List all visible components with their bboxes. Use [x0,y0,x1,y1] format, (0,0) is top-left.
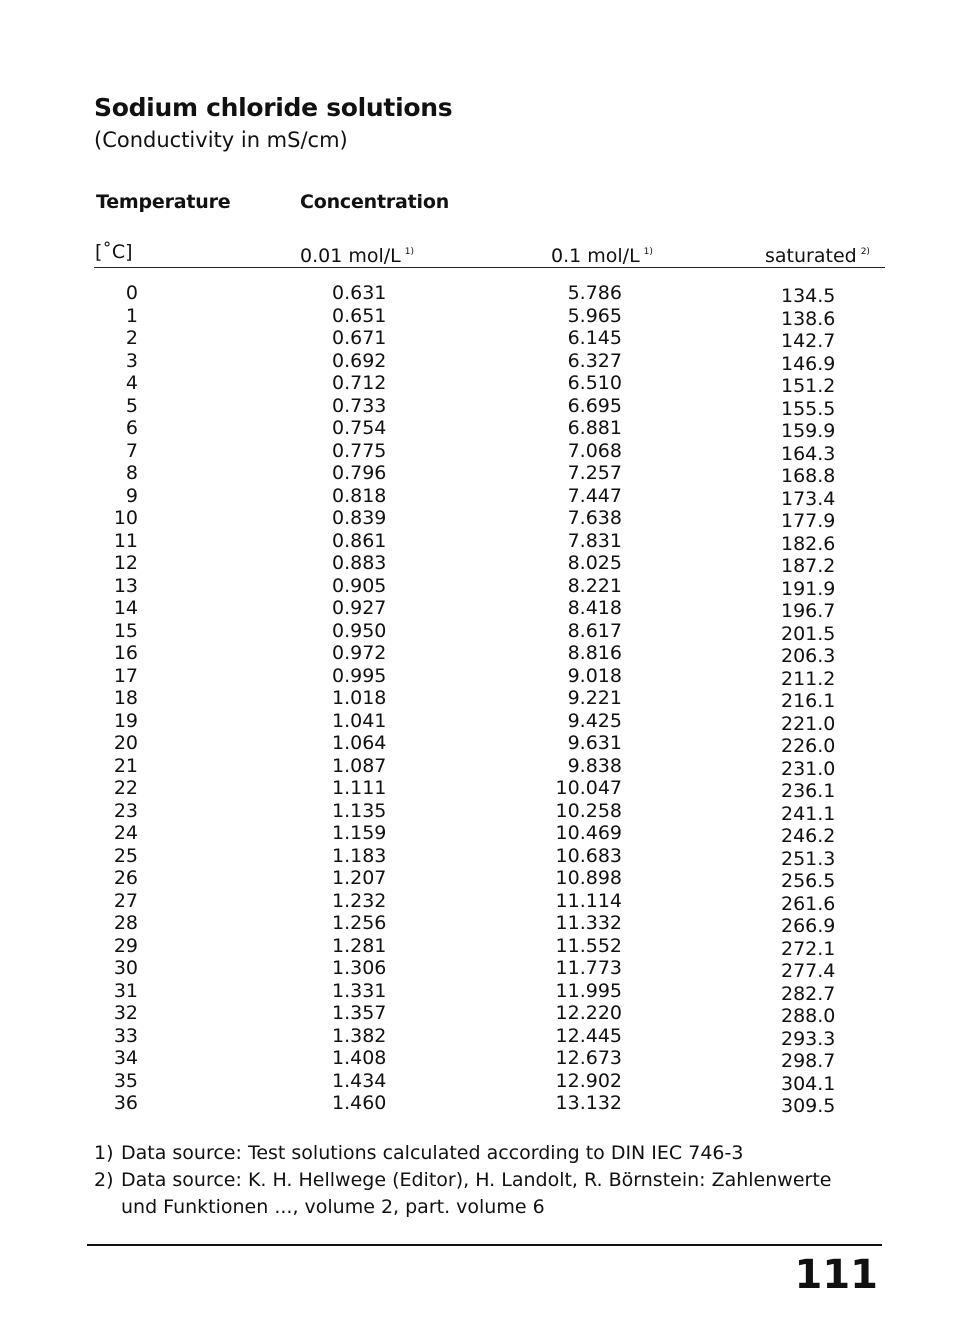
temperature-cell: 21 [113,754,138,777]
conc-01-cell: 11.995 [555,979,622,1002]
footnote-text: Data source: Test solutions calculated according to DIN IEC 746-3 [121,1142,744,1164]
conc-01-cell: 7.068 [567,439,622,462]
col1-header [300,240,414,268]
saturated-cell: 177.9 [781,510,836,532]
saturated-cell: 266.9 [781,915,836,937]
conc-01-cell: 9.018 [567,664,622,687]
conc-01-cell: 6.881 [567,417,622,439]
conc-001-cell: 0.883 [332,552,387,574]
conc-01-cell: 8.816 [567,642,622,664]
saturated-cell: 236.1 [781,780,836,802]
temperature-cell: 8 [125,462,138,484]
temperature-cell: 13 [113,574,138,597]
col3-note: 2) [860,247,870,257]
footnote-number: 2) [94,1169,114,1191]
temperature-cell: 26 [113,867,138,889]
conc-01-cell: 12.902 [555,1069,622,1092]
page-subtitle: (Conductivity in mS/cm) [94,128,348,152]
conc-01-cell: 7.638 [567,507,622,529]
temperature-cell: 0 [125,282,138,304]
col1-label: 0.01 mol/L [300,245,401,267]
conc-01-cell: 9.425 [567,709,622,732]
conc-01-cell: 10.047 [555,777,622,799]
conc-001-cell: 1.207 [332,867,387,889]
conc-001-cell: 1.460 [332,1092,387,1114]
conc-01-cell: 5.965 [567,304,622,327]
saturated-cell: 288.0 [781,1005,836,1027]
saturated-cell: 182.6 [781,532,836,555]
saturated-cell: 256.5 [781,870,836,892]
conc-01-cell: 10.258 [555,799,622,822]
conc-01-cell: 10.683 [555,844,622,867]
saturated-cell: 241.1 [781,802,836,825]
conc-001-cell: 1.232 [332,889,387,912]
conc-001-cell: 0.631 [332,282,387,304]
saturated-cell: 251.3 [781,847,836,870]
conc-001-cell: 0.950 [332,619,387,642]
saturated-cell: 298.7 [781,1050,836,1072]
saturated-cell: 164.3 [781,442,836,465]
conc-01-cell: 7.447 [567,484,622,507]
saturated-column [781,285,835,1118]
saturated-cell: 151.2 [781,375,836,397]
conc-01-cell: 10.469 [555,822,622,844]
conc-001-cell: 0.818 [332,484,387,507]
conc-01-cell: 9.631 [567,732,622,754]
saturated-cell: 277.4 [781,960,836,982]
temperature-cell: 36 [113,1092,138,1114]
conc-001-cell: 0.796 [332,462,387,484]
conc-01-cell: 11.773 [555,957,622,979]
footnote-text: Data source: K. H. Hellwege (Editor), H. Landolt, R. Börnstein: Zahlenwerte und Funktionen ..., volume 2, part. volume 6 [121,1169,832,1218]
temperature-column [104,282,138,1115]
temperature-cell: 18 [113,687,138,709]
temperature-cell: 25 [113,844,138,867]
conc-001-cell: 1.064 [332,732,387,754]
conc-001-cell: 1.087 [332,754,387,777]
conc-001-cell: 1.434 [332,1069,387,1092]
saturated-cell: 231.0 [781,757,836,780]
temperature-cell: 4 [125,372,138,394]
conc-01-cell: 8.025 [567,552,622,574]
temperature-cell: 10 [113,507,138,529]
conc-001-cell: 1.256 [332,912,387,934]
footnote [94,1167,861,1221]
saturated-cell: 282.7 [781,982,836,1005]
temperature-cell: 3 [125,349,138,372]
conc-01-cell: 6.510 [567,372,622,394]
saturated-cell: 191.9 [781,577,836,600]
saturated-cell: 216.1 [781,690,836,712]
conc-01-cell: 5.786 [567,282,622,304]
saturated-cell: 196.7 [781,600,836,622]
conc-01-cell: 6.145 [567,327,622,349]
temperature-cell: 34 [113,1047,138,1069]
conc-01-cell: 12.673 [555,1047,622,1069]
conc-001-cell: 0.972 [332,642,387,664]
conc-001-cell: 0.733 [332,394,387,417]
conc-001-cell: 0.692 [332,349,387,372]
conc-01-cell: 10.898 [555,867,622,889]
conc-001-cell: 0.861 [332,529,387,552]
saturated-cell: 211.2 [781,667,836,690]
conc-01-cell: 13.132 [555,1092,622,1114]
conc-001-cell: 0.754 [332,417,387,439]
conc-001-cell: 0.775 [332,439,387,462]
temperature-cell: 1 [125,304,138,327]
conc-001-cell: 1.183 [332,844,387,867]
col3-header [765,240,870,268]
temperature-cell: 20 [113,732,138,754]
conc-01-cell: 7.831 [567,529,622,552]
col1-note: 1) [404,247,414,257]
conc-01-cell: 8.617 [567,619,622,642]
saturated-cell: 226.0 [781,735,836,757]
conc-001-cell: 0.905 [332,574,387,597]
saturated-cell: 142.7 [781,330,836,352]
saturated-cell: 304.1 [781,1072,836,1095]
saturated-cell: 159.9 [781,420,836,442]
temperature-cell: 19 [113,709,138,732]
footnotes [94,1140,861,1221]
footnote [94,1140,861,1167]
conc-001-cell: 0.927 [332,597,387,619]
conc-01-cell: 12.220 [555,1002,622,1024]
saturated-cell: 155.5 [781,397,836,420]
temperature-cell: 28 [113,912,138,934]
footnote-number: 1) [94,1142,114,1164]
conc-01-cell: 11.552 [555,934,622,957]
temperature-cell: 24 [113,822,138,844]
conc-01-cell: 11.114 [555,889,622,912]
conc-001-cell: 1.159 [332,822,387,844]
conc-001-cell: 1.281 [332,934,387,957]
temperature-cell: 9 [125,484,138,507]
saturated-cell: 201.5 [781,622,836,645]
conc-001-cell: 1.111 [332,777,387,799]
saturated-cell: 309.5 [781,1095,836,1117]
conc-001-cell: 1.306 [332,957,387,979]
temperature-cell: 12 [113,552,138,574]
temperature-cell: 22 [113,777,138,799]
conc-01-cell: 11.332 [555,912,622,934]
temperature-cell: 11 [113,529,138,552]
conc-01-cell: 6.327 [567,349,622,372]
conc-01-cell: 12.445 [555,1024,622,1047]
saturated-cell: 138.6 [781,307,836,330]
temperature-cell: 31 [113,979,138,1002]
temperature-header: Temperature [96,191,231,213]
temperature-cell: 27 [113,889,138,912]
col2-note: 1) [643,247,653,257]
conc-001-cell: 1.018 [332,687,387,709]
conc-001-cell: 1.382 [332,1024,387,1047]
conc-01-cell: 9.838 [567,754,622,777]
conc-01-cell: 7.257 [567,462,622,484]
temperature-cell: 14 [113,597,138,619]
conc-001-cell: 1.135 [332,799,387,822]
footer-rule [87,1244,882,1246]
saturated-cell: 168.8 [781,465,836,487]
conc-001-cell: 0.671 [332,327,387,349]
saturated-cell: 246.2 [781,825,836,847]
conc-01-cell: 6.695 [567,394,622,417]
temperature-cell: 15 [113,619,138,642]
unit-header [95,240,133,264]
conc-001-cell: 1.041 [332,709,387,732]
temperature-cell: 17 [113,664,138,687]
temperature-cell: 2 [125,327,138,349]
col2-label: 0.1 mol/L [551,245,640,267]
saturated-cell: 146.9 [781,352,836,375]
conc-01-column [554,282,622,1115]
conc-001-cell: 0.712 [332,372,387,394]
saturated-cell: 221.0 [781,712,836,735]
header-rule [94,267,885,268]
temperature-cell: 32 [113,1002,138,1024]
temperature-cell: 33 [113,1024,138,1047]
conc-001-column [332,282,386,1115]
conc-01-cell: 8.418 [567,597,622,619]
page-title: Sodium chloride solutions [94,93,453,122]
temperature-cell: 35 [113,1069,138,1092]
temperature-cell: 29 [113,934,138,957]
temperature-cell: 23 [113,799,138,822]
conc-01-cell: 9.221 [567,687,622,709]
conc-001-cell: 1.408 [332,1047,387,1069]
temperature-cell: 5 [125,394,138,417]
unit-label: [˚C] [95,241,133,263]
saturated-cell: 261.6 [781,892,836,915]
conc-001-cell: 0.651 [332,304,387,327]
saturated-cell: 187.2 [781,555,836,577]
saturated-cell: 206.3 [781,645,836,667]
temperature-cell: 16 [113,642,138,664]
conc-001-cell: 1.331 [332,979,387,1002]
temperature-cell: 7 [125,439,138,462]
saturated-cell: 134.5 [781,285,836,307]
conc-01-cell: 8.221 [567,574,622,597]
conc-001-cell: 0.839 [332,507,387,529]
concentration-header: Concentration [300,191,450,213]
col2-header [551,240,653,268]
temperature-cell: 30 [113,957,138,979]
conc-001-cell: 1.357 [332,1002,387,1024]
conc-001-cell: 0.995 [332,664,387,687]
saturated-cell: 293.3 [781,1027,836,1050]
temperature-cell: 6 [125,417,138,439]
col3-label: saturated [765,245,857,267]
page-number: 111 [794,1252,878,1298]
saturated-cell: 173.4 [781,487,836,510]
saturated-cell: 272.1 [781,937,836,960]
